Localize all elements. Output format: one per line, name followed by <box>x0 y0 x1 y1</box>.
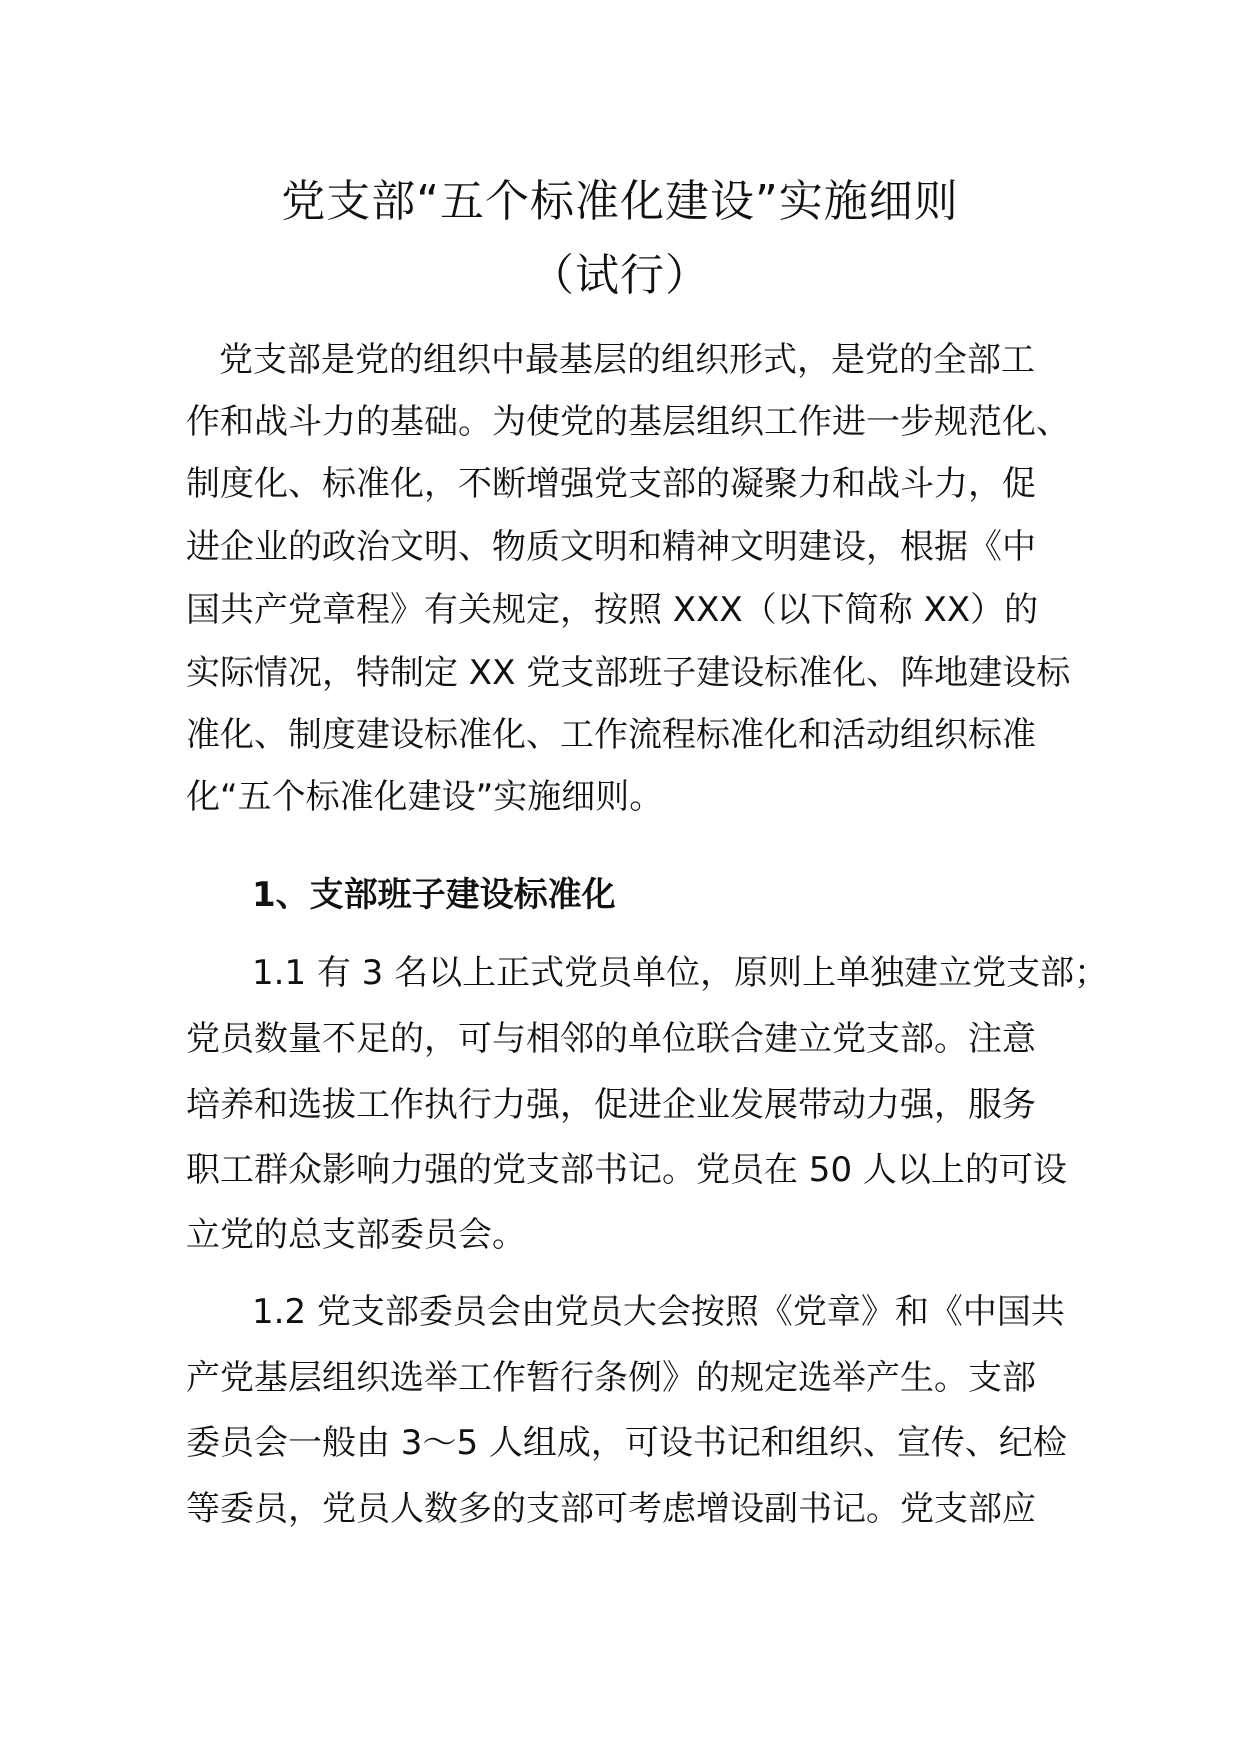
clause-line: 委员会一般由 3～5 人组成，可设书记和组织、宣传、纪检 <box>186 1423 1067 1463</box>
clause-line: 职工群众影响力强的党支部书记。党员在 50 人以上的可设 <box>186 1150 1067 1190</box>
intro-line: 作和战斗力的基础。为使党的基层组织工作进一步规范化、 <box>186 402 1070 442</box>
clause-line: 培养和选拔工作执行力强，促进企业发展带动力强，服务 <box>186 1085 1036 1125</box>
clause-line: 立党的总支部委员会。 <box>186 1215 526 1255</box>
document-title: 党支部“五个标准化建设”实施细则 <box>281 176 959 227</box>
clause-line: 1.2 党支部委员会由党员大会按照《党章》和《中国共 <box>252 1292 1065 1332</box>
clause-line: 产党基层组织选举工作暂行条例》的规定选举产生。支部 <box>186 1358 1036 1398</box>
intro-line: 国共产党章程》有关规定，按照 XXX（以下简称 XX）的 <box>186 590 1039 630</box>
intro-line: 进企业的政治文明、物质文明和精神文明建设，根据《中 <box>186 527 1036 567</box>
clause-line: 党员数量不足的，可与相邻的单位联合建立党支部。注意 <box>186 1019 1036 1059</box>
section-heading: 1、支部班子建设标准化 <box>252 875 616 915</box>
intro-line: 党支部是党的组织中最基层的组织形式，是党的全部工 <box>219 340 1035 380</box>
intro-line: 化“五个标准化建设”实施细则。 <box>186 777 664 817</box>
intro-line: 制度化、标准化，不断增强党支部的凝聚力和战斗力，促 <box>186 464 1036 504</box>
clause-line: 等委员，党员人数多的支部可考虑增设副书记。党支部应 <box>186 1489 1036 1529</box>
clause-line: 1.1 有 3 名以上正式党员单位，原则上单独建立党支部； <box>252 953 1109 993</box>
intro-line: 实际情况，特制定 XX 党支部班子建设标准化、阵地建设标 <box>186 653 1071 693</box>
document-subtitle: （试行） <box>530 250 710 301</box>
intro-line: 准化、制度建设标准化、工作流程标准化和活动组织标准 <box>186 715 1036 755</box>
